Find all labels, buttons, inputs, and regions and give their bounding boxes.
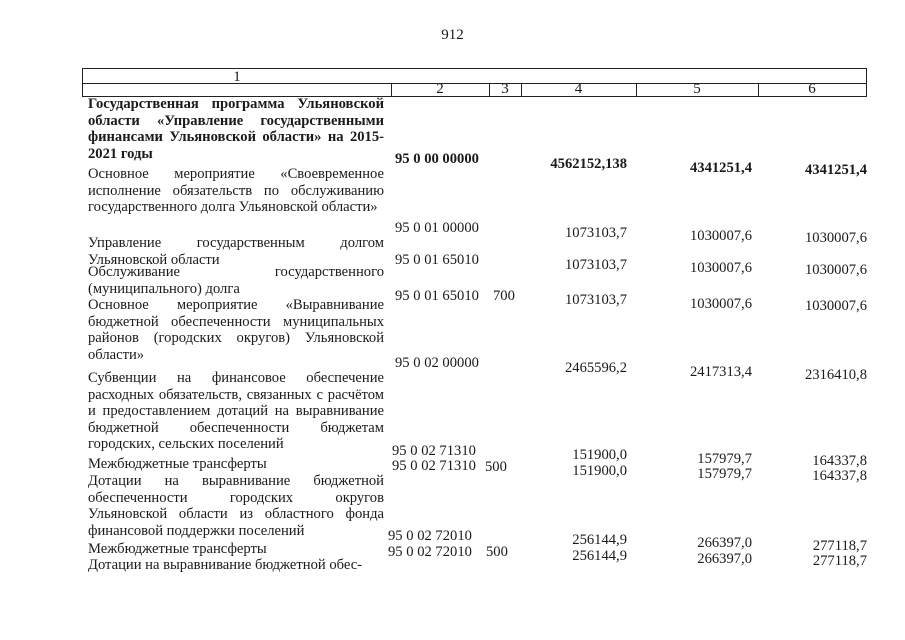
row-value-1: 151900,0 — [572, 463, 627, 479]
row-name: Субвенции на финансовое обеспечение расходных обязательств, связанных с расчётом и предоставлением дотаций на выравнивание бюджетной обеспеченности бюджетам городских, сельских поселений — [88, 370, 384, 452]
row-value-1: 1073103,7 — [564, 225, 627, 241]
row-value-1: 2465596,2 — [564, 360, 627, 376]
header-col-1: 1 — [233, 69, 241, 85]
header-col-3: 3 — [501, 81, 509, 97]
row-value-1: 151900,0 — [572, 447, 627, 463]
row-code: 95 0 01 65010 — [395, 252, 479, 268]
row-value-2: 157979,7 — [697, 466, 752, 482]
row-value-3: 1030007,6 — [804, 230, 867, 246]
row-name: Дотации на выравнивание бюджетной обес- — [88, 557, 363, 573]
row-value-3: 164337,8 — [812, 453, 867, 469]
header-col-2: 2 — [436, 81, 444, 97]
row-code: 95 0 02 72010 — [388, 528, 472, 544]
row-code: 95 0 01 00000 — [395, 220, 479, 236]
page-number: 912 — [441, 27, 464, 43]
row-code: 95 0 02 71310 — [392, 458, 476, 474]
row-name: Межбюджетные трансферты — [88, 456, 267, 472]
row-value-3: 1030007,6 — [804, 298, 867, 314]
header-col-4: 4 — [574, 81, 583, 97]
row-value-2: 266397,0 — [697, 535, 752, 551]
row-value-1: 256144,9 — [572, 548, 627, 564]
row-name: Управление государственным долгом Ульяновской области — [88, 235, 384, 268]
row-type-code: 500 — [486, 544, 508, 560]
row-value-3: 2316410,8 — [804, 367, 867, 383]
row-code: 95 0 01 65010 — [395, 288, 479, 304]
row-value-2: 157979,7 — [697, 451, 752, 467]
row-type-code: 500 — [485, 459, 507, 475]
row-value-1: 1073103,7 — [564, 257, 627, 273]
row-name: Обслуживание государственного (муниципального) долга — [88, 264, 384, 297]
row-code: 95 0 02 71310 — [392, 443, 476, 459]
row-name: Дотации на выравнивание бюджетной обеспеченности городских округов Ульяновской области из областного фонда финансовой поддержки поселений — [88, 473, 384, 539]
row-value-2: 1030007,6 — [689, 296, 752, 312]
row-value-2: 1030007,6 — [689, 228, 752, 244]
row-value-3: 4341251,4 — [804, 162, 867, 178]
row-name: Государственная программа Ульяновской области «Управление государственными финансами Ульяновской области» на 2015-2021 годы — [88, 96, 384, 162]
row-value-2: 4341251,4 — [689, 160, 752, 176]
row-value-2: 2417313,4 — [689, 364, 752, 380]
row-value-3: 277118,7 — [812, 553, 867, 569]
table-header — [82, 68, 867, 97]
header-col-6: 6 — [808, 81, 816, 97]
row-type-code: 700 — [493, 288, 515, 304]
row-code: 95 0 00 00000 — [395, 151, 479, 167]
row-value-3: 277118,7 — [812, 538, 867, 554]
row-name: Межбюджетные трансферты — [88, 541, 267, 557]
row-value-1: 1073103,7 — [564, 292, 627, 308]
row-name: Основное мероприятие «Своевременное исполнение обязательств по обслуживанию государственного долга Ульяновской области» — [88, 166, 384, 215]
row-value-1: 256144,9 — [572, 532, 627, 548]
header-col-5: 5 — [693, 81, 701, 97]
row-value-2: 1030007,6 — [689, 260, 752, 276]
row-code: 95 0 02 72010 — [388, 544, 472, 560]
row-value-3: 1030007,6 — [804, 262, 867, 278]
row-value-2: 266397,0 — [697, 551, 752, 567]
row-name: Основное мероприятие «Выравнивание бюджетной обеспеченности муниципальных районов (городских округов) Ульяновской области» — [88, 297, 384, 363]
row-code: 95 0 02 00000 — [395, 355, 479, 371]
row-value-3: 164337,8 — [812, 468, 867, 484]
row-value-1: 4562152,138 — [550, 156, 627, 172]
